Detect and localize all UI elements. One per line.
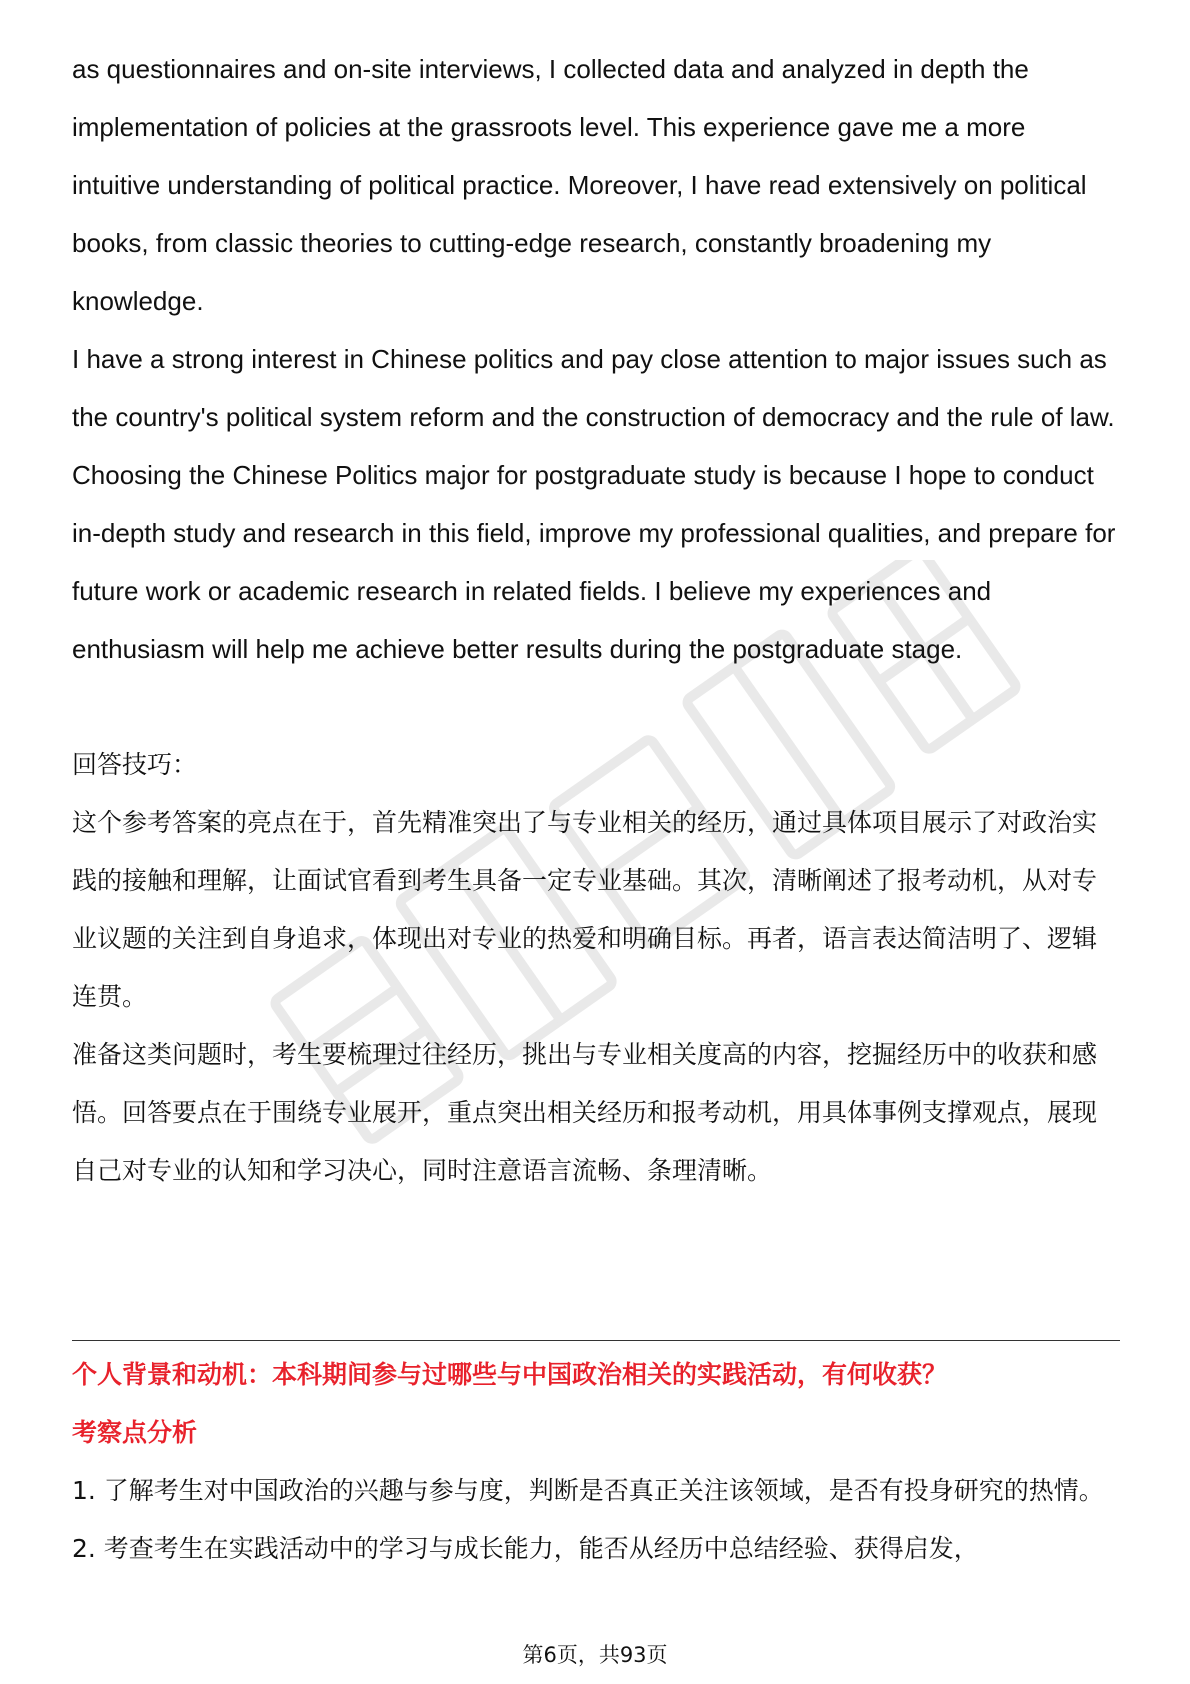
tips-label: 回答技巧：	[72, 750, 198, 779]
analysis-heading: 考察点分析	[72, 1418, 198, 1447]
paragraph-spacer	[72, 678, 1120, 736]
main-content	[72, 40, 1120, 1200]
english-paragraph-1: as questionnaires and on-site interviews, I collected data and analyzed in depth the implementation of policies at the grassroots level. This experience gave me a more intuitive understanding of political practice. Moreover, I have read extensively on political books, from classic theories to cutting-edge research, constantly broadening my knowledge.	[72, 54, 1087, 316]
section-divider	[72, 1340, 1120, 1341]
question-heading: 个人背景和动机：本科期间参与过哪些与中国政治相关的实践活动，有何收获？	[72, 1360, 948, 1389]
tips-paragraph-1: 这个参考答案的亮点在于，首先精准突出了与专业相关的经历，通过具体项目展示了对政治实践的接触和理解，让面试官看到考生具备一定专业基础。其次，清晰阐述了报考动机，从对专业议题的关注到自身追求，体现出对专业的热爱和明确目标。再者，语言表达简洁明了、逻辑连贯。	[72, 808, 1098, 1011]
analysis-point-1: 1. 了解考生对中国政治的兴趣与参与度，判断是否真正关注该领域，是否有投身研究的热情。	[72, 1476, 1104, 1505]
next-question-section	[72, 1346, 1120, 1578]
english-paragraph-2: I have a strong interest in Chinese politics and pay close attention to major issues such as the country's political system reform and the construction of democracy and the rule of law. Choosing the Chinese Politics major for postgraduate study is because I hope to conduct in-depth study and research in this field, improve my professional qualities, and prepare for future work or academic research in related fields. I believe my experiences and enthusiasm will help me achieve better results during the postgraduate stage.	[72, 344, 1116, 664]
tips-paragraph-2: 准备这类问题时，考生要梳理过往经历，挑出与专业相关度高的内容，挖掘经历中的收获和感悟。回答要点在于围绕专业展开，重点突出相关经历和报考动机，用具体事例支撑观点，展现自己对专业的认知和学习决心，同时注意语言流畅、条理清晰。	[72, 1040, 1098, 1185]
analysis-point-2: 2. 考查考生在实践活动中的学习与成长能力，能否从经历中总结经验、获得启发，	[72, 1534, 979, 1563]
page-indicator: 第6页，共93页	[522, 1643, 668, 1667]
